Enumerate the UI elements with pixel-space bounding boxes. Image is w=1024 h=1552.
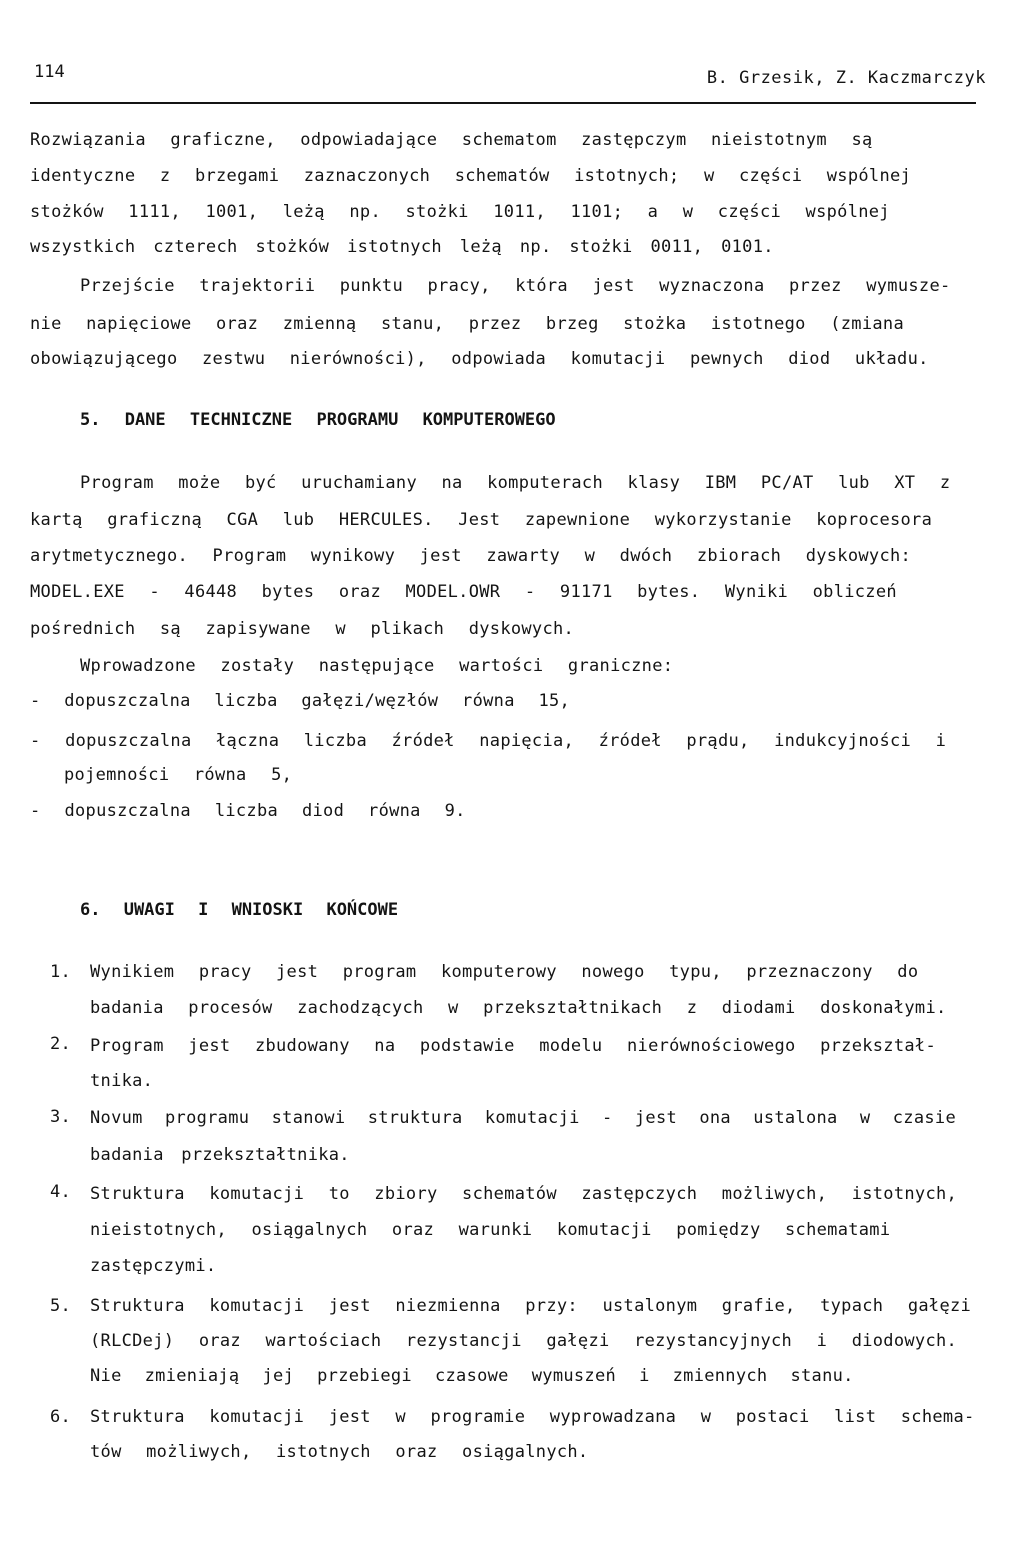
list-item-line: zastępczymi. [90,1256,217,1276]
list-number: 2. [50,1034,72,1054]
list-item-line: badania przekształtnika. [90,1145,350,1165]
list-number: 4. [50,1182,72,1202]
paragraph-line: Program może być uruchamiany na komputerach klasy IBM PC/AT lub XT z [80,473,951,493]
list-item: - dopuszczalna liczba diod równa 9. [30,801,466,821]
paragraph-line: nie napięciowe oraz zmienną stanu, przez brzeg stożka istotnego (zmiana [30,314,904,334]
paragraph-line: Przejście trajektorii punktu pracy, która jest wyznaczona przez wymusze- [80,276,951,296]
paragraph-line: arytmetycznego. Program wynikowy jest zawarty w dwóch zbiorach dyskowych: [30,546,912,566]
paragraph-line: kartą graficzną CGA lub HERCULES. Jest zapewnione wykorzystanie koprocesora [30,510,933,530]
list-item-line: Wynikiem pracy jest program komputerowy nowego typu, przeznaczony do [90,962,919,982]
list-item-line: badania procesów zachodzących w przekształtnikach z diodami doskonałymi. [90,998,947,1018]
paragraph-line: stożków 1111, 1001, leżą np. stożki 1011, 1101; a w części wspólnej [30,202,890,222]
list-item-line: tów możliwych, istotnych oraz osiągalnych. [90,1442,589,1462]
page-header [30,62,986,88]
list-item-line: Struktura komutacji jest niezmienna przy: ustalonym grafie, typach gałęzi [90,1296,972,1316]
paragraph-line: Rozwiązania graficzne, odpowiadające schematom zastępczym nieistotnym są [30,130,873,150]
list-item: - dopuszczalna łączna liczba źródeł napięcia, źródeł prądu, indukcyjności i [30,731,947,751]
paragraph-line: pośrednich są zapisywane w plikach dyskowych. [30,619,575,639]
header-rule [30,102,976,104]
list-item-line: Novum programu stanowi struktura komutacji - jest ona ustalona w czasie [90,1108,956,1128]
list-item-line: tnika. [90,1071,154,1091]
running-header-authors: B. Grzesik, Z. Kaczmarczyk [706,68,986,88]
list-item: - dopuszczalna liczba gałęzi/węzłów równa 15, [30,691,571,711]
page-number: 114 [34,62,65,82]
list-item-continuation: pojemności równa 5, [64,765,293,785]
list-item-line: Program jest zbudowany na podstawie modelu nierównościowego przekształ- [90,1036,936,1056]
section-heading: 6. UWAGI I WNIOSKI KOŃCOWE [80,900,399,920]
list-number: 1. [50,962,72,982]
limits-intro: Wprowadzone zostały następujące wartości graniczne: [80,656,674,676]
paragraph-line: MODEL.EXE - 46448 bytes oraz MODEL.OWR - 91171 bytes. Wyniki obliczeń [30,582,897,602]
section-heading: 5. DANE TECHNICZNE PROGRAMU KOMPUTEROWEGO [80,410,556,430]
paragraph-line: obowiązującego zestwu nierówności), odpowiada komutacji pewnych diod układu. [30,349,929,369]
list-item-line: Struktura komutacji to zbiory schematów zastępczych możliwych, istotnych, [90,1184,958,1204]
list-item-line: Nie zmieniają jej przebiegi czasowe wymuszeń i zmiennych stanu. [90,1366,854,1386]
list-number: 5. [50,1296,72,1316]
paragraph-line: identyczne z brzegami zaznaczonych schematów istotnych; w części wspólnej [30,166,912,186]
list-item-line: nieistotnych, osiągalnych oraz warunki komutacji pomiędzy schematami [90,1220,891,1240]
paragraph-line: wszystkich czterech stożków istotnych leżą np. stożki 0011, 0101. [30,237,774,257]
list-number: 3. [50,1107,72,1127]
list-item-line: Struktura komutacji jest w programie wyprowadzana w postaci list schema- [90,1407,975,1427]
list-number: 6. [50,1407,72,1427]
list-item-line: (RLCDej) oraz wartościach rezystancji gałęzi rezystancyjnych i diodowych. [90,1331,958,1351]
